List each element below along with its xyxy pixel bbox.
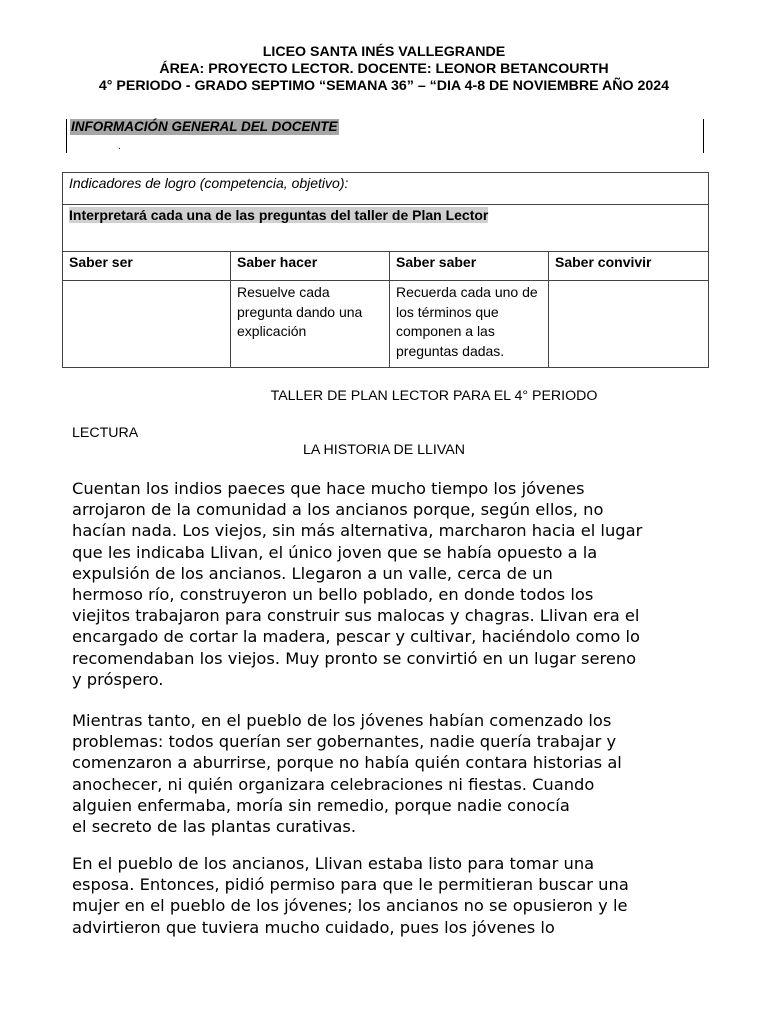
story-title: LA HISTORIA DE LLIVAN [303,442,465,458]
text-line: expulsión de los ancianos. Llegaron a un valle, cerca de un [72,563,553,583]
area-teacher-line: ÁREA: PROYECTO LECTOR. DOCENTE: LEONOR BETANCOURTH [159,61,609,77]
header-saber-ser: Saber ser [63,252,231,281]
text-line: advirtieron que tuviera mucho cuidado, pues los jóvenes lo [72,917,555,937]
teacher-info-title: INFORMACIÓN GENERAL DEL DOCENTE [71,119,338,134]
teacher-info-box [66,117,704,155]
period-week-line: 4° PERIODO - GRADO SEPTIMO “SEMANA 36” – “DIA 4-8 DE NOVIEMBRE AÑO 2024 [98,78,670,94]
text-line: Mientras tanto, en el pueblo de los jóvenes habían comenzado los [72,711,612,730]
text-line: Cuentan los indios paeces que hace mucho tiempo los jóvenes [72,479,585,498]
text-line: alguien enfermaba, moría sin remedio, porque nadie conocía [72,795,570,815]
text-line: el secreto de las plantas curativas. [72,817,357,837]
text-line: problemas: todos querían ser gobernantes, nadie quería trabajar y [72,732,617,752]
text-line: arrojaron de la comunidad a los ancianos porque, según ellos, no [72,500,604,520]
workshop-title: TALLER DE PLAN LECTOR PARA EL 4° PERIODO [270,388,598,404]
indicators-label: Indicadores de logro (competencia, objetivo): [63,173,709,205]
text-line: viejitos trabajaron para construir sus malocas y chagras. Llivan era el [72,606,640,626]
story-paragraph-1 [72,478,712,690]
header-saber-hacer: Saber hacer [231,252,390,281]
cell-saber-saber: Recuerda cada uno de los términos que componen a las preguntas dadas. [390,281,549,368]
text-line: esposa. Entonces, pidió permiso para que le permitieran buscar una [72,875,629,895]
document-header [0,44,768,95]
text-line: que les indicaba Llivan, el único joven que se había opuesto a la [72,542,598,562]
reading-label: LECTURA [72,425,139,441]
header-saber-saber: Saber saber [390,252,549,281]
info-box-right-border [703,119,704,153]
text-line: hermoso río, construyeron un bello poblado, en donde todos los [72,585,594,605]
interpretation-cell [63,205,709,252]
achievement-indicators-table [62,172,709,368]
text-line: recomendaban los viejos. Muy pronto se convirtió en un lugar sereno [72,648,637,668]
cell-saber-convivir [549,281,709,368]
text-line: y próspero. [72,669,164,689]
text-line: mujer en el pueblo de los jóvenes; los ancianos no se opusieron y le [72,896,628,916]
story-paragraph-2 [72,710,712,837]
text-line: comenzaron a aburrirse, porque no había quién contara historias al [72,753,622,773]
cell-saber-hacer: Resuelve cada pregunta dando una explicación [231,281,390,368]
text-line: encargado de cortar la madera, pescar y cultivar, haciéndolo como lo [72,627,640,647]
info-box-left-border [66,119,67,153]
cell-saber-ser [63,281,231,368]
school-name: LICEO SANTA INÉS VALLEGRANDE [262,44,506,60]
story-paragraph-3 [72,853,712,938]
text-line: En el pueblo de los ancianos, Llivan estaba listo para tomar una [72,854,595,873]
header-saber-convivir: Saber convivir [549,252,709,281]
interpretation-text: Interpretará cada una de las preguntas del taller de Plan Lector [69,207,489,223]
text-line: hacían nada. Los viejos, sin más alternativa, marcharon hacia el lugar [72,521,643,541]
info-dot: . [118,141,121,152]
text-line: anochecer, ni quién organizara celebraciones ni fiestas. Cuando [72,774,595,794]
